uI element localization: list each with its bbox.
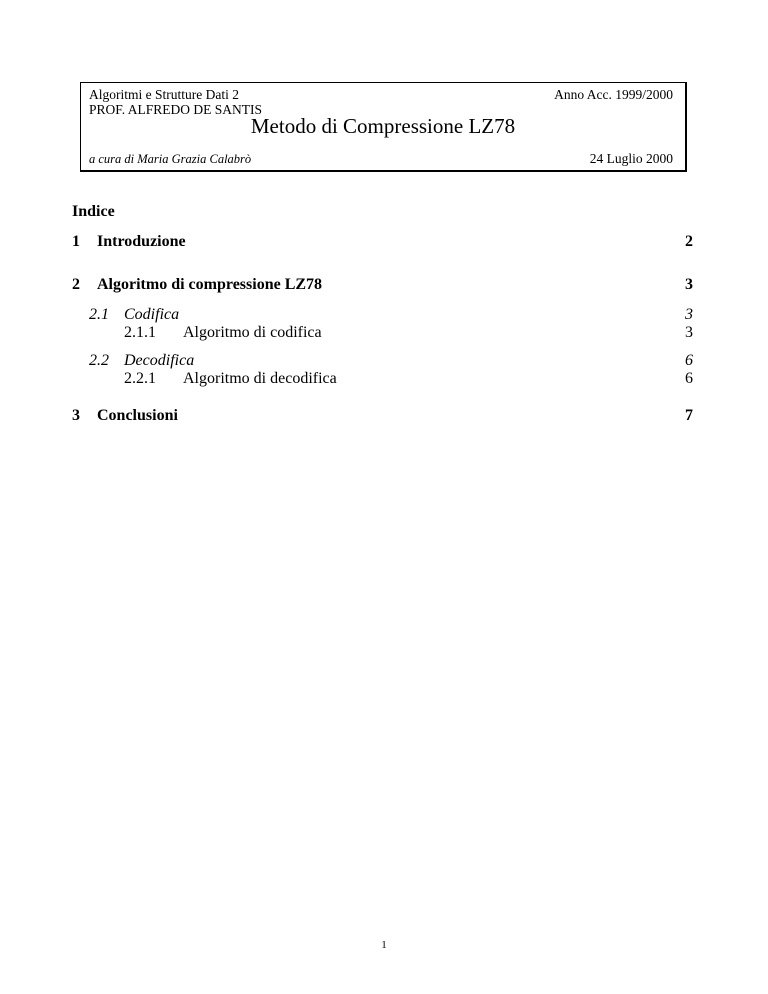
toc-entry-title: Algoritmo di codifica — [183, 324, 322, 341]
professor-name: PROF. ALFREDO DE SANTIS — [89, 102, 262, 117]
date: 24 Luglio 2000 — [589, 151, 673, 166]
toc-entry-number: 2.2 — [89, 352, 109, 369]
course-name: Algoritmi e Strutture Dati 2 — [89, 87, 239, 102]
toc-entry-title: Codifica — [124, 306, 180, 323]
toc-entry-number: 1 — [72, 233, 80, 250]
header-box — [80, 82, 687, 172]
toc-entry-conclusioni[interactable] — [0, 406, 768, 426]
author: a cura di Maria Grazia Calabrò — [89, 152, 252, 166]
toc-entry-algoritmo-compressione[interactable] — [0, 275, 768, 295]
toc-entry-number: 2 — [72, 276, 80, 293]
toc-entry-page: 6 — [685, 370, 693, 387]
toc-entry-title: Introduzione — [97, 233, 186, 250]
toc-entry-algoritmo-decodifica[interactable] — [0, 369, 768, 389]
academic-year: Anno Acc. 1999/2000 — [554, 87, 673, 102]
toc-entry-number: 2.2.1 — [124, 370, 156, 387]
toc-entry-title: Algoritmo di decodifica — [183, 370, 337, 387]
toc-entry-number: 2.1.1 — [124, 324, 156, 341]
toc-heading: Indice — [72, 203, 115, 220]
toc-entry-number: 3 — [72, 407, 80, 424]
toc-entry-decodifica[interactable] — [0, 351, 768, 371]
toc-entry-title: Conclusioni — [97, 407, 178, 424]
toc-entry-codifica[interactable] — [0, 305, 768, 325]
toc-entry-number: 2.1 — [89, 306, 109, 323]
toc-entry-title: Algoritmo di compressione LZ78 — [97, 276, 323, 293]
toc-entry-page: 6 — [685, 352, 693, 369]
toc-entry-page: 3 — [685, 276, 693, 293]
toc-entry-algoritmo-codifica[interactable] — [0, 323, 768, 343]
page-number: 1 — [381, 939, 387, 951]
document-title: Metodo di Compressione LZ78 — [250, 114, 516, 138]
toc-entry-page: 3 — [685, 324, 693, 341]
toc-entry-title: Decodifica — [124, 352, 195, 369]
toc-entry-page: 7 — [685, 407, 693, 424]
toc-entry-introduzione[interactable] — [0, 232, 768, 252]
toc-entry-page: 2 — [685, 233, 693, 250]
toc-entry-page: 3 — [685, 306, 693, 323]
